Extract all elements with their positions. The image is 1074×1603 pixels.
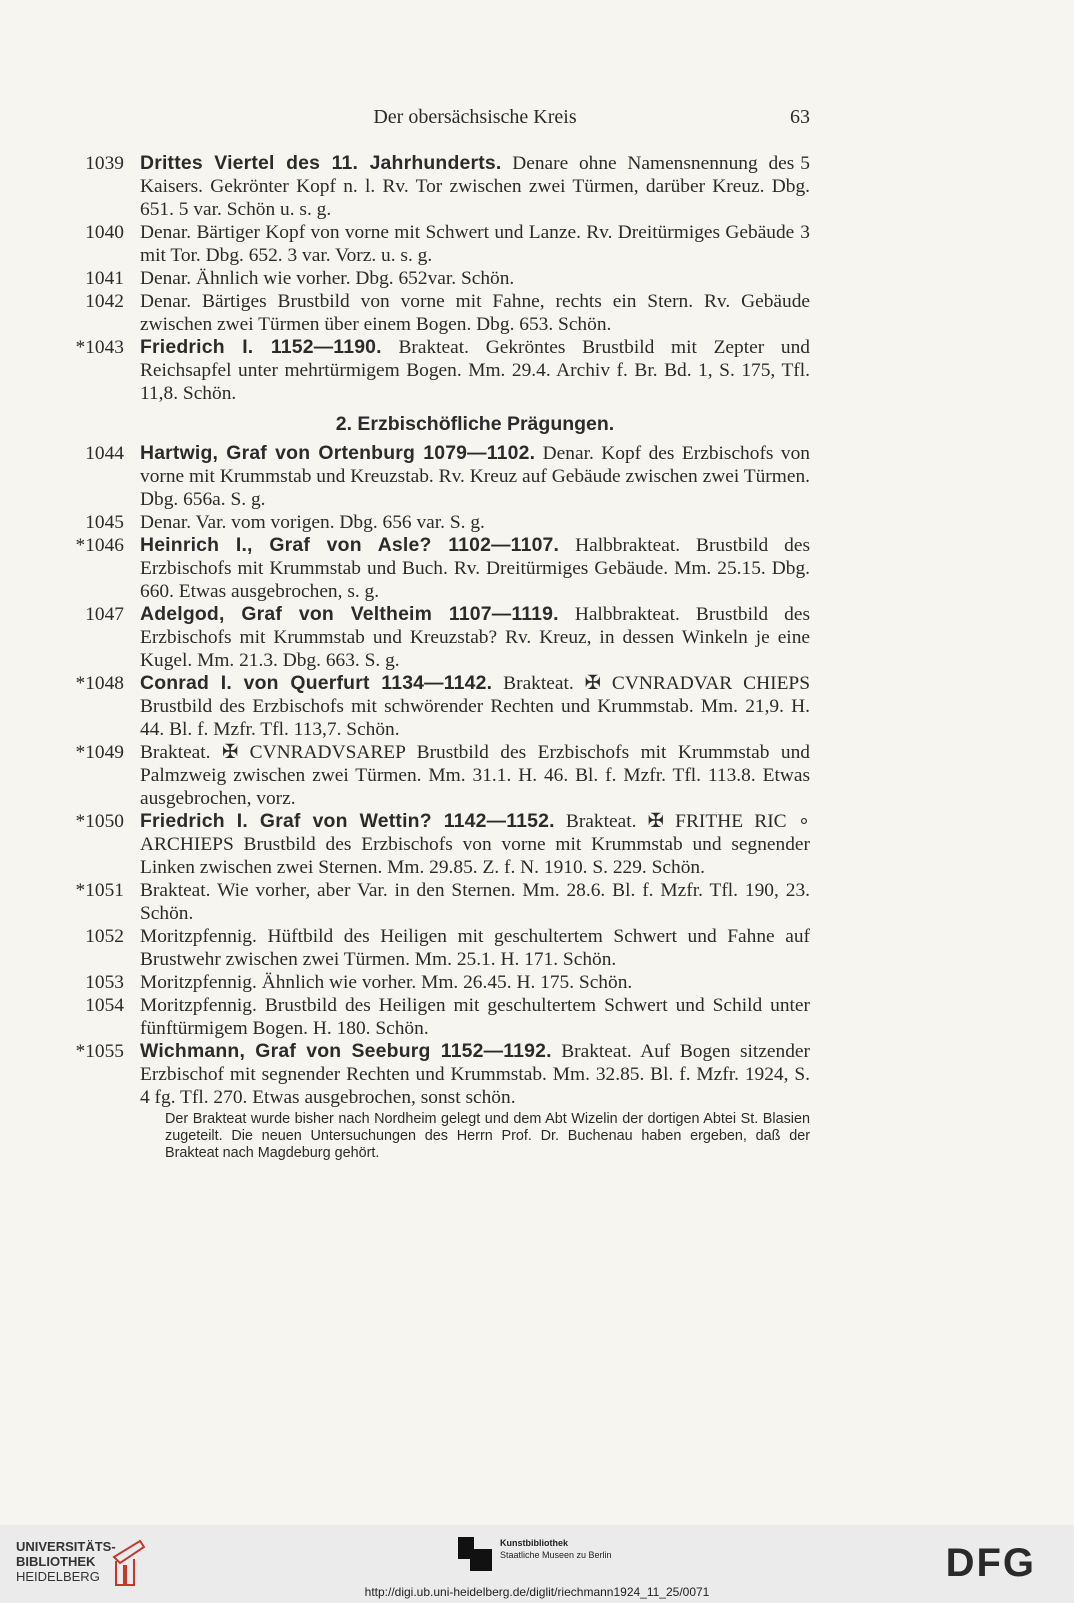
- page-url[interactable]: http://digi.ub.uni-heidelberg.de/diglit/riechmann1924_11_25/0071: [364, 1585, 710, 1599]
- entry-number: 1041: [85, 268, 124, 289]
- catalog-entry: [60, 534, 810, 603]
- catalog-entry: [60, 267, 810, 290]
- entry-description: Brakteat. Wie vorher, aber Var. in den Sternen. Mm. 28.6. Bl. f. Mzfr. Tfl. 190, 23. Schön.: [140, 880, 810, 924]
- entry-text: [140, 221, 810, 267]
- entry-number: 1054: [85, 995, 124, 1016]
- entry-heading: Heinrich I., Graf von Asle? 1102—1107.: [140, 534, 560, 556]
- catalog-entry: [60, 442, 810, 511]
- entry-heading: Conrad I. von Querfurt 1134—1142.: [140, 672, 493, 694]
- entry-description: Moritzpfennig. Hüftbild des Heiligen mit geschultertem Schwert und Fahne auf Brustwehr zwischen zwei Türmen. Mm. 25.1. H. 171. Schön.: [140, 926, 810, 970]
- entry-heading: Adelgod, Graf von Veltheim 1107—1119.: [140, 603, 559, 625]
- entry-number: 1040: [85, 222, 124, 243]
- page-header: [140, 106, 810, 134]
- entry-number: 1044: [85, 443, 124, 464]
- entry-text: [140, 336, 810, 405]
- entry-description: Halbbrakteat. Brustbild des Erzbischofs mit Krummstab und Kreuzstab? Rv. Kreuz, in dessen Winkeln je eine Kugel. Mm. 21.3. Dbg. 663. S. g.: [140, 604, 810, 671]
- entry-number: 1045: [85, 512, 124, 533]
- entry-number: *1046: [75, 535, 124, 556]
- ub-line-3: HEIDELBERG: [16, 1569, 100, 1584]
- entry-text: [140, 971, 810, 994]
- catalog-entry: [60, 221, 810, 267]
- entry-description: Halbbrakteat. Brustbild des Erzbischofs mit Krummstab und Buch. Rv. Dreitürmiges Gebäude. Mm. 25.15. Dbg. 660. Etwas ausgebrochen, s. g.: [140, 535, 811, 602]
- entry-price: 5: [800, 153, 810, 174]
- entry-description: Denar. Kopf des Erzbischofs von vorne mit Krummstab und Kreuzstab. Rv. Kreuz auf Gebäude zwischen zwei Türmen. Dbg. 656a. S. g.: [140, 443, 810, 510]
- entry-description: Denar. Ähnlich wie vorher. Dbg. 652var. Schön.: [140, 268, 515, 289]
- ub-line-1: UNIVERSITÄTS-: [16, 1539, 116, 1554]
- entry-description: Moritzpfennig. Ähnlich wie vorher. Mm. 26.45. H. 175. Schön.: [140, 972, 633, 993]
- entry-text: [140, 994, 810, 1040]
- entry-text: [140, 290, 810, 336]
- catalog-entry: [60, 879, 810, 925]
- entry-text: [140, 511, 810, 534]
- catalog-entry: [60, 925, 810, 971]
- catalog-entry: [60, 152, 810, 221]
- page-number: 63: [790, 106, 810, 128]
- catalog-entry: [60, 994, 810, 1040]
- catalog-entry: [60, 971, 810, 994]
- entry-description: Brakteat. ✠ FRITHE RIC ∘ ARCHIEPS Brustbild des Erzbischofs von vorne mit Krummstab und segnender Linken zwischen zwei Sternen. Mm. 29.85. Z. f. N. 1910. S. 229. Schön.: [140, 811, 810, 878]
- entry-number: 1053: [85, 972, 124, 993]
- footnote: Der Brakteat wurde bisher nach Nordheim gelegt und dem Abt Wizelin der dortigen Abtei St. Blasien zugeteilt. Die neuen Untersuchungen des Herrn Prof. Dr. Buchenau haben ergeben, daß der Brakteat nach Magdeburg gehört.: [165, 1111, 810, 1161]
- entry-text: [140, 925, 810, 971]
- entry-text: [140, 741, 810, 810]
- entry-number: *1050: [75, 811, 124, 832]
- entry-description: Denar. Bärtiges Brustbild von vorne mit Fahne, rechts ein Stern. Rv. Gebäude zwischen zwei Türmen über einem Bogen. Dbg. 653. Schön.: [140, 291, 810, 335]
- catalog-entries: [60, 152, 810, 1162]
- entry-number: *1051: [75, 880, 124, 901]
- entry-description: Denare ohne Namensnennung des Kaisers. Gekrönter Kopf n. l. Rv. Tor zwischen zwei Türmen, darüber Kreuz. Dbg. 651. 5 var. Schön u. s. g.: [140, 153, 810, 220]
- kunstbibliothek-logo-icon: [458, 1537, 492, 1571]
- entry-text: [140, 879, 810, 925]
- kb-line-1: Kunstbibliothek: [500, 1538, 568, 1548]
- university-library-logo-text[interactable]: [16, 1539, 116, 1584]
- entry-number: *1048: [75, 673, 124, 694]
- section-subheading: 2. Erzbischöfliche Prägungen.: [335, 413, 615, 435]
- catalog-entry: [60, 741, 810, 810]
- page-title: Der obersächsische Kreis: [373, 106, 577, 128]
- catalog-entry: [60, 511, 810, 534]
- catalog-entry: [60, 290, 810, 336]
- entry-description: Denar. Bärtiger Kopf von vorne mit Schwert und Lanze. Rv. Dreitürmiges Gebäude mit Tor. Dbg. 652. 3 var. Vorz. u. s. g.: [140, 222, 795, 266]
- entry-description: Brakteat. Gekröntes Brustbild mit Zepter und Reichsapfel unter mehrtürmigem Bogen. Mm. 29.4. Archiv f. Br. Bd. 1, S. 175, Tfl. 11,8. Schön.: [140, 337, 810, 404]
- entry-description: Denar. Var. vom vorigen. Dbg. 656 var. S. g.: [140, 512, 485, 533]
- entry-text: [140, 603, 810, 672]
- entry-text: [140, 152, 810, 221]
- university-library-logo-icon: [110, 1535, 148, 1587]
- entry-number: *1043: [75, 337, 124, 358]
- kb-line-2: Staatliche Museen zu Berlin: [500, 1550, 612, 1560]
- entry-number: 1047: [85, 604, 124, 625]
- entry-description: Moritzpfennig. Brustbild des Heiligen mit geschultertem Schwert und Schild unter fünftürmigem Bogen. H. 180. Schön.: [140, 995, 810, 1039]
- entry-heading: Wichmann, Graf von Seeburg 1152—1192.: [140, 1040, 552, 1062]
- entry-heading: Friedrich I. 1152—1190.: [140, 336, 382, 358]
- entry-description: Brakteat. ✠ CVNRADVAR CHIEPS Brustbild des Erzbischofs mit schwörender Rechten und Krummstab. Mm. 21,9. H. 44. Bl. f. Mzfr. Tfl. 113,7. Schön.: [140, 673, 810, 740]
- catalog-entry: [60, 1040, 810, 1109]
- entry-description: Brakteat. Auf Bogen sitzender Erzbischof mit segnender Rechten und Krummstab. Mm. 32.85. Bl. f. Mzfr. 1924, S. 4 fg. Tfl. 270. Etwas ausgebrochen, sonst schön.: [140, 1041, 810, 1108]
- entry-number: *1049: [75, 742, 124, 763]
- entry-text: [140, 810, 810, 879]
- entry-text: [140, 267, 810, 290]
- catalog-entry: [60, 810, 810, 879]
- entry-number: 1039: [85, 153, 124, 174]
- kunstbibliothek-text[interactable]: [500, 1537, 612, 1561]
- entry-heading: Drittes Viertel des 11. Jahrhunderts.: [140, 152, 502, 174]
- entry-heading: Friedrich I. Graf von Wettin? 1142—1152.: [140, 810, 555, 832]
- entry-number: 1042: [85, 291, 124, 312]
- entry-text: [140, 442, 810, 511]
- catalog-entry: [60, 336, 810, 405]
- entry-number: *1055: [75, 1041, 124, 1062]
- entry-number: 1052: [85, 926, 124, 947]
- catalog-entry: [60, 603, 810, 672]
- entry-text: [140, 672, 810, 741]
- entry-text: [140, 1040, 810, 1109]
- entry-price: 3: [800, 222, 810, 243]
- ub-line-2: BIBLIOTHEK: [16, 1554, 96, 1569]
- entry-description: Brakteat. ✠ CVNRADVSAREP Brustbild des Erzbischofs mit Krummstab und Palmzweig zwischen zwei Türmen. Mm. 31.1. H. 46. Bl. f. Mzfr. Tfl. 113.8. Etwas ausgebrochen, vorz.: [140, 742, 810, 809]
- entry-heading: Hartwig, Graf von Ortenburg 1079—1102.: [140, 442, 536, 464]
- entry-text: [140, 534, 810, 603]
- catalog-entry: [60, 672, 810, 741]
- dfg-logo[interactable]: DFG: [945, 1541, 1036, 1585]
- viewer-footer: [0, 1525, 1074, 1603]
